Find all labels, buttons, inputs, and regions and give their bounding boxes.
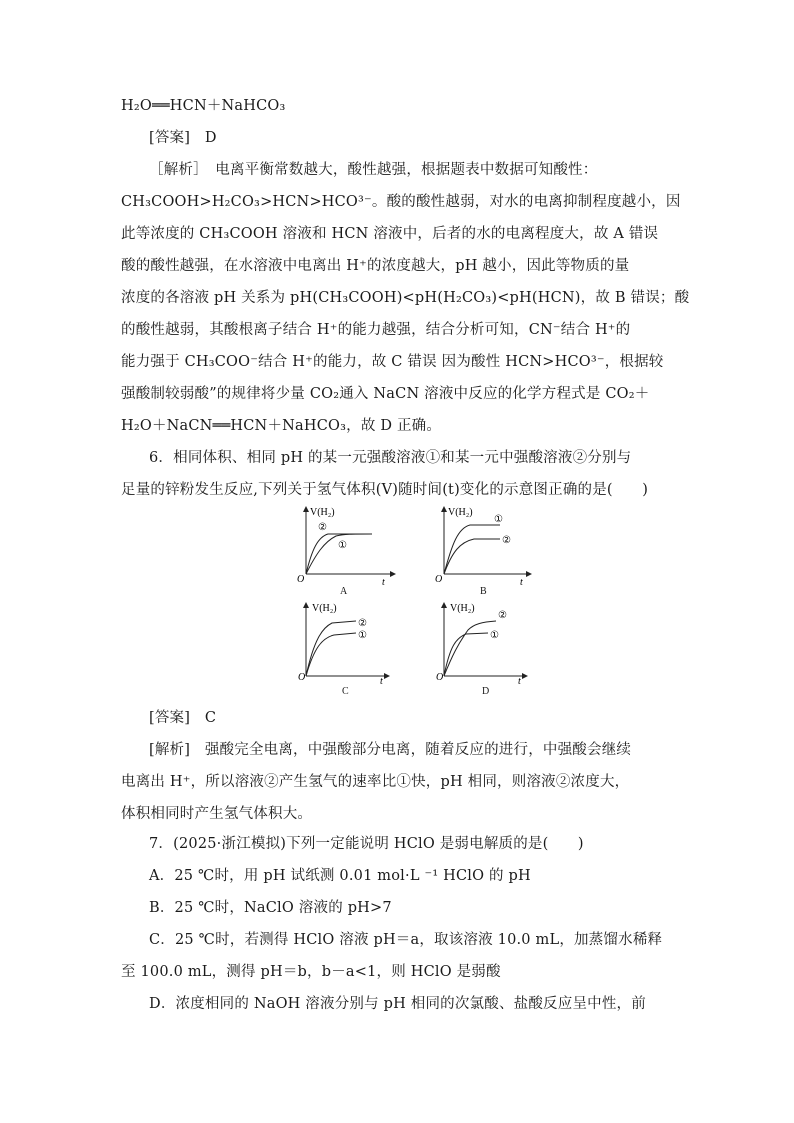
- graph-d-origin: O: [436, 672, 444, 683]
- paragraph-line: 酸的酸性越强，在水溶液中电离出 H⁺的浓度越大，pH 越小，因此等物质的量: [121, 258, 630, 274]
- question-line: 足量的锌粉发生反应,下列关于氢气体积(V)随时间(t)变化的示意图正确的是( ): [121, 482, 649, 498]
- graph-b-curve-2-label: ②: [502, 535, 511, 546]
- graph-b-origin: O: [435, 574, 443, 585]
- graph-a-caption: A: [340, 586, 348, 597]
- option-d: D．浓度相同的 NaOH 溶液分别与 pH 相同的次氯酸、盐酸反应呈中性，前: [149, 996, 646, 1012]
- graph-d-curve-2-label: ②: [498, 610, 507, 621]
- graph-a: [292, 504, 402, 596]
- paragraph-line: 体积相同时产生氢气体积大。: [121, 806, 313, 822]
- analysis-line: [解析] 强酸完全电离，中强酸部分电离，随着反应的进行，中强酸会继续: [149, 742, 632, 758]
- question-line: 7．(2025·浙江模拟)下列一定能说明 HClO 是弱电解质的是( ): [149, 836, 584, 852]
- answer-line: [答案] D: [149, 130, 217, 146]
- paragraph-line: H₂O══HCN＋NaHCO₃: [121, 98, 286, 114]
- option-b: B．25 ℃时，NaClO 溶液的 pH>7: [149, 900, 392, 916]
- graph-d-curve-1-label: ①: [490, 630, 499, 641]
- answer-line: [答案] C: [149, 710, 217, 726]
- graph-d-caption: D: [482, 686, 490, 697]
- graph-a-curve-1-label: ①: [338, 540, 347, 551]
- option-c: C．25 ℃时，若测得 HClO 溶液 pH＝a，取该溶液 10.0 mL，加蒸馏水稀释: [149, 932, 663, 948]
- graph-b-y-label: V(H₂): [448, 507, 473, 518]
- graph-d-y-label: V(H₂): [450, 603, 475, 614]
- graph-d: [430, 600, 540, 697]
- question-line: 6．相同体积、相同 pH 的某一元强酸溶液①和某一元中强酸溶液②分别与: [149, 450, 632, 466]
- paragraph-line: 电离出 H⁺，所以溶液②产生氢气的速率比①快，pH 相同，则溶液②浓度大，: [121, 774, 630, 790]
- option-a: A．25 ℃时，用 pH 试纸测 0.01 mol·L ⁻¹ HClO 的 pH: [149, 868, 531, 884]
- graph-c-curve-2-label: ②: [358, 618, 367, 629]
- paragraph-line: CH₃COOH>H₂CO₃>HCN>HCO³⁻。酸的酸性越弱，对水的电离抑制程度越小，因: [121, 194, 681, 210]
- paragraph-line: 此等浓度的 CH₃COOH 溶液和 HCN 溶液中，后者的水的电离程度大，故 A 错误: [121, 226, 659, 242]
- paragraph-line: 浓度的各溶液 pH 关系为 pH(CH₃COOH)<pH(H₂CO₃)<pH(HCN)，故 B 错误；酸: [121, 290, 690, 306]
- graph-c-curve-1-label: ①: [358, 630, 367, 641]
- graph-c-y-label: V(H₂): [312, 603, 337, 614]
- graph-c-x-label: t: [380, 676, 383, 687]
- graph-a-origin: O: [297, 574, 305, 585]
- graph-b-curve-1-label: ①: [494, 514, 503, 525]
- graph-b-x-label: t: [520, 577, 523, 588]
- graph-a-y-label: V(H₂): [310, 507, 335, 518]
- graph-d-x-label: t: [518, 676, 521, 687]
- graph-c: [292, 600, 402, 697]
- graph-c-caption: C: [342, 686, 349, 697]
- paragraph-line: 的酸性越弱，其酸根离子结合 H⁺的能力越强，结合分析可知，CN⁻结合 H⁺的: [121, 322, 631, 338]
- graph-a-curve-2-label: ②: [318, 522, 327, 533]
- graph-b-caption: B: [480, 586, 487, 597]
- graph-c-origin: O: [298, 672, 306, 683]
- analysis-line: ［解析］ 电离平衡常数越大，酸性越强，根据题表中数据可知酸性：: [149, 162, 598, 178]
- paragraph-line: H₂O＋NaCN══HCN＋NaHCO₃，故 D 正确。: [121, 418, 442, 434]
- option-c-continued: 至 100.0 mL，测得 pH＝b，b－a<1，则 HClO 是弱酸: [121, 964, 501, 980]
- paragraph-line: 能力强于 CH₃COO⁻结合 H⁺的能力，故 C 错误 因为酸性 HCN>HCO³⁻，根据较: [121, 354, 664, 370]
- paragraph-line: 强酸制较弱酸”的规律将少量 CO₂通入 NaCN 溶液中反应的化学方程式是 CO₂＋: [121, 386, 650, 402]
- graph-b: [430, 504, 540, 596]
- graph-a-x-label: t: [382, 577, 385, 588]
